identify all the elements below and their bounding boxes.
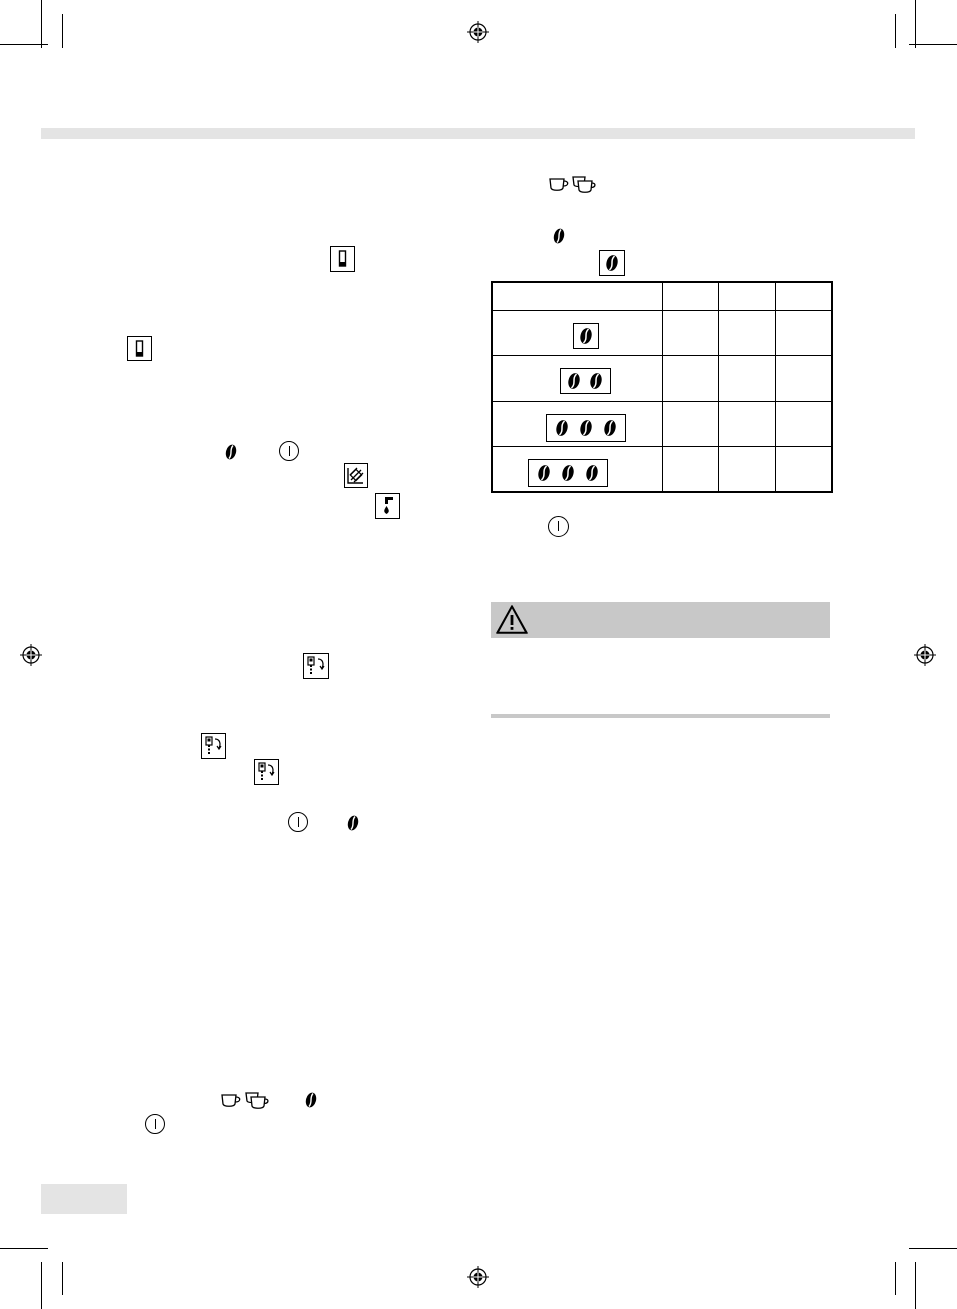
- power-icon: [145, 1114, 165, 1134]
- water-tank-icon: [127, 336, 152, 361]
- coffee-bean-icon: [552, 227, 566, 245]
- table-row: [492, 356, 832, 401]
- registration-mark-icon: [467, 1266, 489, 1288]
- table-row: [492, 401, 832, 446]
- table-cell: [719, 447, 776, 492]
- section-divider: [491, 714, 830, 718]
- coffee-bean-icon: [304, 1091, 318, 1109]
- power-icon: [288, 812, 308, 832]
- warning-banner: [491, 602, 830, 638]
- brew-unit-icon: [303, 653, 329, 679]
- strength-3-beans-icon: [546, 414, 626, 442]
- water-tank-icon: [330, 246, 355, 272]
- grounds-container-icon: [344, 463, 368, 488]
- strength-3-beans-alt-icon: [528, 459, 608, 487]
- single-cup-icon: [220, 1093, 242, 1109]
- warning-triangle-icon: [495, 604, 529, 635]
- table-header-row: [492, 282, 832, 310]
- table-cell: [492, 310, 663, 355]
- table-cell: [663, 447, 719, 492]
- page-number-tab: [41, 1184, 127, 1214]
- table-cell: [719, 356, 776, 401]
- header-band: [41, 128, 915, 139]
- power-icon: [279, 441, 299, 461]
- single-cup-icon: [548, 177, 570, 193]
- table-cell: [663, 401, 719, 446]
- table-cell: [776, 447, 833, 492]
- brew-unit-icon: [254, 759, 279, 785]
- power-icon: [548, 516, 569, 537]
- coffee-strength-table: [491, 281, 833, 493]
- table-cell: [492, 401, 663, 446]
- coffee-bean-icon: [224, 443, 238, 461]
- table-cell: [663, 356, 719, 401]
- table-cell: [776, 282, 833, 310]
- registration-mark-icon: [20, 644, 42, 666]
- water-tap-icon: [375, 493, 400, 519]
- table-cell: [719, 310, 776, 355]
- table-cell: [719, 282, 776, 310]
- table-row: [492, 310, 832, 355]
- table-cell: [719, 401, 776, 446]
- strength-1-bean-icon: [573, 323, 599, 349]
- table-cell: [776, 310, 833, 355]
- table-row: [492, 447, 832, 492]
- table-cell: [492, 282, 663, 310]
- double-cup-icon: [244, 1091, 270, 1111]
- table-cell: [663, 282, 719, 310]
- table-cell: [776, 401, 833, 446]
- double-cup-icon: [571, 175, 597, 195]
- table-cell: [776, 356, 833, 401]
- table-cell: [663, 310, 719, 355]
- strength-2-beans-icon: [560, 368, 611, 394]
- registration-mark-icon: [467, 21, 489, 43]
- table-cell: [492, 356, 663, 401]
- registration-mark-icon: [914, 644, 936, 666]
- table-cell: [492, 447, 663, 492]
- coffee-strength-icon: [599, 250, 625, 276]
- brew-unit-icon: [201, 733, 226, 759]
- coffee-bean-icon: [346, 814, 360, 832]
